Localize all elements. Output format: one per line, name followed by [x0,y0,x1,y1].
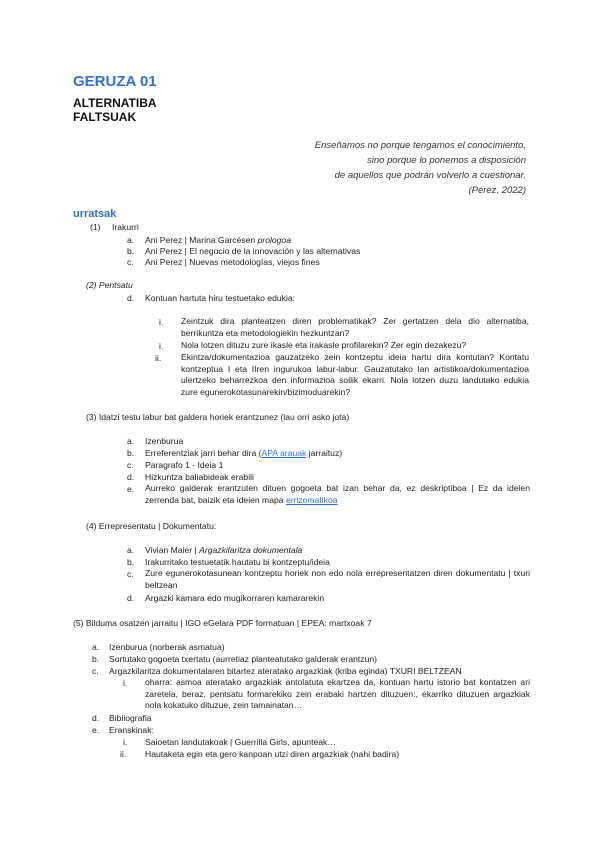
question-text: Zeintzuk dira planteatzen diren problematikak? Zer gertatzen dela dio alternatiba, berrikuntza eta metodologiekin hezkuntzan? [181,316,529,338]
quote-line-3: de aquellos que podrán volverlo a cuestionar. [334,170,526,181]
list-item: a. Izenburua [127,436,184,446]
list-item: oharra: asmoa ateratako argazkiak antolatuta ekartzea da, kontuan hartu istorio bat kontatzen ari zaretela, beraz, pentsatu formarekiko zein erabaki hartzen dituzuen:, ekarriko dituzuen argazkiak nola kokatuko dituzue, zein tamainatan… [145,677,530,710]
list-item: a. Vivian Maier | Argazkilaritza dokumentala [127,545,303,555]
question-marker: ii. [155,353,162,363]
question-text: Nola lotzen dituzu zure ikasle eta irakasle profilarekin? Zer egin dezakezu? [181,340,467,350]
step-3-heading: (3) Idatzi testu labur bat galdera horiek erantzunez (lau orri asko jota) [86,412,350,422]
step-2-heading: (2) Pentsatu [86,280,133,290]
list-item: ii. Hautaketa egin eta gero kanpoan utzi diren argazkiak (nahi badira) [120,749,400,759]
list-item: b. Erreferentziak jarri behar dira (APA arauak jarraituz) [127,448,343,458]
question-marker: i. [159,317,164,327]
list-item: c. Argazkilaritza dokumentalaren bitartez ateratako argazkiak (kriba eginda) TXURI BELTZEAN [92,666,462,676]
list-item: d. Argazki kamara edo mugikorraren kamararekin [127,593,325,603]
subtitle-line-2: FALTSUAK [73,110,137,124]
list-item: Zure egunerokotasunean kontzeptu horiek non edo nola errepresentatzen diren dokumentatu | txuri beltzean [145,568,530,590]
subtitle-line-1: ALTERNATIBA [73,96,157,110]
list-item: a. Ani Perez | Marina Garcésen prologoa [127,235,292,245]
list-item: b. Ani Perez | El negocio de la innovación y las alternativas [127,246,361,256]
list-item: e. Eranskinak: [92,725,154,735]
list-item-marker: e. [127,484,135,494]
quote-citation: (Pérez, 2022) [468,185,526,196]
list-item-marker: c. [127,569,134,579]
list-item: Aurreko galderak erantzuten dituen gogoeta bat izan behar da, ez deskriptiboa | Ez da ideien zerrenda bat, baizik eta ideien mapa errizomatikoa [145,483,530,505]
list-item: b. Sortutako gogoeta txertatu (aurretiaz planteatutako galderak erantzun) [92,654,378,664]
list-item: b. Irakurritako testuetatik hautatu bi kontzeptu/ideia [127,557,330,567]
apa-arauak-link[interactable]: APA arauak [261,448,307,458]
errizomatikoa-link[interactable]: errizomatikoa [285,494,338,505]
list-item: c. Ani Perez | Nuevas metodologías, viejos fines [127,257,320,267]
list-item: d. Bibliografia [92,713,152,723]
step-4-heading: (4) Errepresentatu | Dokumentatu: [86,521,217,531]
quote-line-2: sino porque lo ponemos a disposición [367,155,526,166]
list-item-marker: i. [123,678,128,688]
quote-line-1: Enseñamos no porque tengamos el conocimiento, [314,140,526,151]
step-2-prompt: d. Kontuan hartuta hiru testuetako edukia: [127,293,296,303]
list-item: a. Izenburua (norberak asmatua) [92,642,225,652]
step-5-heading: (5) Bilduma osatzen jarraitu | IGO eGelara PDF formatuan | EPEA: martxoak 7 [73,618,372,628]
step-1-label: Irakurri [112,222,139,232]
step-1-heading [90,221,139,233]
list-item: c. Paragrafo 1 - Ideia 1 [127,460,224,470]
list-item: d. Hizkuntza baliabideak erabili [127,472,254,482]
section-title: urratsak [73,208,117,220]
page-title: GERUZA 01 [73,73,157,90]
question-text: Ekintza/dokumentazioa gauzatzeko zein kontzeptu ideia hartu dira kontutan? Kontatu kontzeptua I eta IIren ingurukoa labur-labur. Gauzatutako lan artistikoa/dokumentazioa ulertzeko beharrezkoa den informazioa soilik ekarri. Nola lotzen duzu landutako edukia zure egunerokotasunarekin/bizimoduarekin? [181,352,529,397]
question-marker: i. [159,341,164,351]
step-1-marker: (1) [90,222,101,232]
list-item: i. Saioetan landutakoak | Guerrilla Girls, apunteak… [123,737,336,747]
